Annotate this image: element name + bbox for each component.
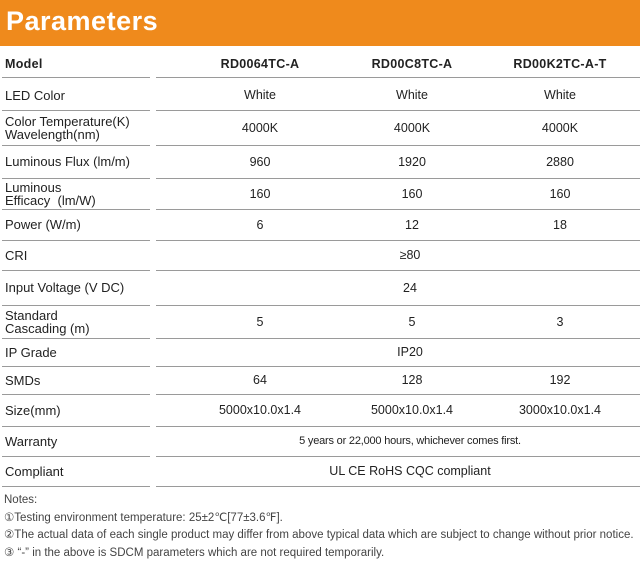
row-label <box>5 179 155 208</box>
row-value: 64 <box>253 373 267 387</box>
table-row <box>0 427 640 457</box>
table-row <box>0 271 640 306</box>
table-row <box>0 241 640 271</box>
row-divider <box>2 486 150 487</box>
row-value: 5000x10.0x1.4 <box>370 403 453 417</box>
row-value: 4000K <box>241 120 279 135</box>
row-label-line: Compliant <box>5 463 64 479</box>
table-row <box>0 306 640 339</box>
row-value: 3000x10.0x1.4 <box>518 403 601 417</box>
table-row <box>0 457 640 487</box>
row-label-line: Size(mm) <box>5 402 61 418</box>
row-value-span: UL CE RoHS CQC compliant <box>329 464 491 478</box>
page-title: Parameters <box>6 6 159 36</box>
row-label-line: SMDs <box>5 372 41 388</box>
row-value: 160 <box>549 186 571 201</box>
row-label-line: Cascading (m) <box>5 320 90 336</box>
row-value: 12 <box>405 217 419 232</box>
row-label-line: Standard <box>5 307 58 323</box>
row-value: White <box>396 88 428 102</box>
row-label <box>5 210 155 239</box>
row-label-line: CRI <box>5 247 28 263</box>
row-label-line: LED Color <box>5 87 65 103</box>
row-value: 128 <box>401 373 423 387</box>
row-value: 5 <box>408 314 416 329</box>
row-label-line: Luminous Efficacy (lm/W) <box>5 179 96 208</box>
table-row <box>0 179 640 210</box>
model-column-header: RD0064TC-A <box>220 57 300 71</box>
table-row <box>0 210 640 241</box>
notes-section <box>4 492 636 562</box>
table-row <box>0 111 640 146</box>
row-value: 6 <box>256 217 264 232</box>
row-label-line: Wavelength(nm) <box>5 126 100 142</box>
row-label <box>5 457 155 485</box>
row-label-line: Warranty <box>5 433 58 449</box>
row-label <box>5 111 155 144</box>
header-label: Model <box>5 56 43 71</box>
row-value: 3 <box>556 314 564 329</box>
row-value: 5000x10.0x1.4 <box>218 403 301 417</box>
row-label <box>5 395 155 425</box>
row-value: White <box>544 88 576 102</box>
row-label <box>5 339 155 365</box>
row-label <box>5 271 155 304</box>
notes-heading: Notes: <box>4 494 38 506</box>
row-label-line: Color Temperature(K) <box>5 113 130 129</box>
row-label-line: Luminous Flux (lm/m) <box>5 154 130 169</box>
row-divider <box>156 486 640 487</box>
table-row <box>0 81 640 111</box>
row-value: 4000K <box>541 120 579 135</box>
parameters-banner <box>0 0 640 46</box>
note-item: ③ “-” in the above is SDCM parameters which are not required temporarily. <box>4 546 385 559</box>
row-label <box>5 241 155 269</box>
row-value: 1920 <box>398 154 426 169</box>
row-divider <box>156 77 640 78</box>
row-value-span: IP20 <box>397 345 423 359</box>
row-value: White <box>244 88 276 102</box>
row-value-span: 24 <box>403 280 417 295</box>
row-label-line: Input Voltage (V DC) <box>5 280 125 295</box>
row-value: 960 <box>249 154 271 169</box>
row-value: 2880 <box>546 154 574 169</box>
row-value-span: ≥80 <box>399 248 421 262</box>
row-label <box>5 367 155 393</box>
row-label <box>5 427 155 455</box>
row-value: 192 <box>549 373 571 387</box>
table-row <box>0 146 640 179</box>
row-value-span: 5 years or 22,000 hours, whichever comes first. <box>299 435 521 447</box>
row-value: 4000K <box>393 120 431 135</box>
row-label <box>5 81 155 109</box>
row-divider <box>2 77 150 78</box>
row-value: 160 <box>401 186 423 201</box>
model-column-header: RD00C8TC-A <box>371 57 453 71</box>
table-header-row <box>0 51 640 77</box>
row-label-line: IP Grade <box>5 344 57 360</box>
table-row <box>0 395 640 427</box>
table-row <box>0 339 640 367</box>
model-column-header: RD00K2TC-A-T <box>513 57 607 71</box>
table-row <box>0 367 640 395</box>
row-value: 160 <box>249 186 271 201</box>
row-label <box>5 146 155 177</box>
row-label-line: Power (W/m) <box>5 217 81 232</box>
note-item: ②The actual data of each single product may differ from above typical data which are subject to change without prior notice. <box>4 529 634 541</box>
row-value: 18 <box>553 217 567 232</box>
note-item: ①Testing environment temperature: 25±2℃[77±3.6℉]. <box>4 511 283 524</box>
row-value: 5 <box>256 314 264 329</box>
row-label <box>5 306 155 337</box>
